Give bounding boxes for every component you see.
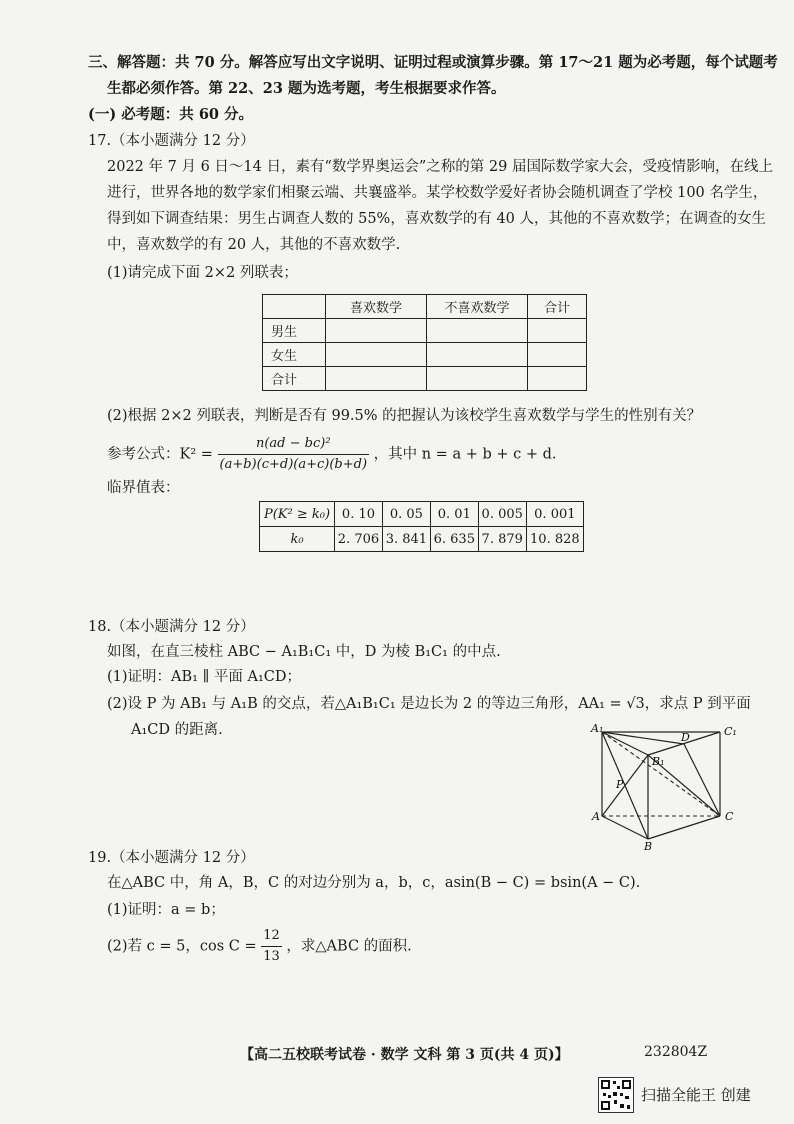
q19-para-1: 在△ABC 中，角 A，B，C 的对边分别为 a，b，c，asin(B − C) = bsin(A − C). xyxy=(107,875,641,891)
table-cell xyxy=(326,343,427,367)
segment-d-c xyxy=(684,744,720,816)
section-line-2: 生都必须作答。第 22、23 题为选考题，考生根据要求作答。 xyxy=(107,80,506,97)
table-header-cell: 喜欢数学 xyxy=(326,295,427,319)
label-b: B xyxy=(644,840,653,850)
prism-figure xyxy=(590,722,740,850)
label-a1: A₁ xyxy=(591,722,604,735)
label-p: P xyxy=(616,778,624,791)
table-cell: 0. 001 xyxy=(526,502,583,527)
edge-a-b xyxy=(602,816,648,839)
table-cell: 0. 10 xyxy=(335,502,383,527)
formula-tail: ，其中 n = a + b + c + d. xyxy=(373,446,557,463)
q17-para-2: 进行，世界各地的数学家们相聚云端、共襄盛举。某学校数学爱好者协会随机调查了学校 100 名学生， xyxy=(107,185,768,201)
q19-part-2 xyxy=(107,926,412,967)
formula-denominator: (a+b)(c+d)(a+c)(b+d) xyxy=(219,457,368,472)
table-header-cell: 合计 xyxy=(528,295,587,319)
paper-code: 232804Z xyxy=(644,1044,708,1060)
page-footer-title: 【高二五校联考试卷 · 数学 文科 第 3 页(共 4 页)】 xyxy=(240,1047,569,1063)
q18-part-1: (1)证明：AB₁ ∥ 平面 A₁CD； xyxy=(107,669,302,685)
formula-fraction xyxy=(218,434,370,475)
table-cell: 6. 635 xyxy=(430,527,478,552)
q19-part-2-suffix: ，求△ABC 的面积. xyxy=(286,938,412,955)
table-cell: 7. 879 xyxy=(478,527,526,552)
row-label: 女生 xyxy=(263,343,326,367)
q18-heading: 18.（本小题满分 12 分） xyxy=(88,619,255,635)
section-line-1: 三、解答题：共 70 分。解答应写出文字说明、证明过程或演算步骤。第 17～21 题为必考题，每个试题考 xyxy=(88,54,778,71)
table-cell xyxy=(326,319,427,343)
qr-code-icon xyxy=(598,1077,634,1113)
q19-part-1: (1)证明：a = b； xyxy=(107,902,225,918)
q17-part-1: (1)请完成下面 2×2 列联表； xyxy=(107,265,298,281)
table-cell xyxy=(427,319,528,343)
label-c1: C₁ xyxy=(724,725,737,738)
row-label: k₀ xyxy=(260,527,335,552)
table-cell xyxy=(528,367,587,391)
q19-part-2-prefix: (2)若 c = 5，cos C = xyxy=(107,938,257,955)
q17-part-2: (2)根据 2×2 列联表，判断是否有 99.5% 的把握认为该校学生喜欢数学与学生的性别有关？ xyxy=(107,408,702,424)
q17-para-3: 得到如下调查结果：男生占调查人数的 55%，喜欢数学的有 40 人，其他的不喜欢数学；在调查的女生 xyxy=(107,211,767,227)
row-label: 合计 xyxy=(263,367,326,391)
table-cell xyxy=(326,367,427,391)
critical-value-label: 临界值表： xyxy=(107,480,180,496)
row-label: 男生 xyxy=(263,319,326,343)
edge-b-c xyxy=(648,816,720,839)
label-a: A xyxy=(592,810,600,823)
q17-para-1: 2022 年 7 月 6 日～14 日，素有“数学界奥运会”之称的第 29 届国际数学家大会，受疫情影响，在线上 xyxy=(107,159,773,175)
table-cell: 3. 841 xyxy=(382,527,430,552)
formula-line xyxy=(107,434,556,475)
q19-heading: 19.（本小题满分 12 分） xyxy=(88,850,255,866)
table-header-cell: 不喜欢数学 xyxy=(427,295,528,319)
table-cell xyxy=(528,343,587,367)
contingency-table xyxy=(262,294,587,391)
table-row xyxy=(263,343,587,367)
cos-c-fraction xyxy=(261,926,282,967)
table-row xyxy=(263,295,587,319)
q17-para-4: 中，喜欢数学的有 20 人，其他的不喜欢数学. xyxy=(107,237,401,253)
table-cell xyxy=(427,367,528,391)
q17-heading: 17.（本小题满分 12 分） xyxy=(88,133,255,149)
label-c: C xyxy=(725,810,734,823)
table-cell: 0. 01 xyxy=(430,502,478,527)
formula-numerator: n(ad − bc)² xyxy=(218,434,370,455)
table-cell xyxy=(528,319,587,343)
table-cell xyxy=(263,295,326,319)
q18-part-2-line-2: A₁CD 的距离. xyxy=(131,722,223,738)
section-subheading: (一) 必考题：共 60 分。 xyxy=(88,106,254,123)
label-d: D xyxy=(681,731,690,744)
critical-value-table xyxy=(259,501,584,552)
table-row xyxy=(263,367,587,391)
table-row xyxy=(263,319,587,343)
table-row xyxy=(260,527,584,552)
q18-part-2-line-1: (2)设 P 为 AB₁ 与 A₁B 的交点，若△A₁B₁C₁ 是边长为 2 的等边三角形，AA₁ = √3，求点 P 到平面 xyxy=(107,696,751,712)
formula-label: 参考公式：K² = xyxy=(107,446,213,463)
table-row xyxy=(260,502,584,527)
table-cell: 0. 05 xyxy=(382,502,430,527)
label-b1: B₁ xyxy=(652,755,665,768)
table-cell: 0. 005 xyxy=(478,502,526,527)
table-cell: 2. 706 xyxy=(335,527,383,552)
scanner-watermark: 扫描全能王 创建 xyxy=(641,1086,751,1104)
row-label: P(K² ≥ k₀) xyxy=(260,502,335,527)
table-cell: 10. 828 xyxy=(526,527,583,552)
fraction-denominator: 13 xyxy=(263,949,280,964)
fraction-numerator: 12 xyxy=(261,926,282,947)
q18-para-1: 如图，在直三棱柱 ABC − A₁B₁C₁ 中，D 为棱 B₁C₁ 的中点. xyxy=(107,644,501,660)
table-cell xyxy=(427,343,528,367)
